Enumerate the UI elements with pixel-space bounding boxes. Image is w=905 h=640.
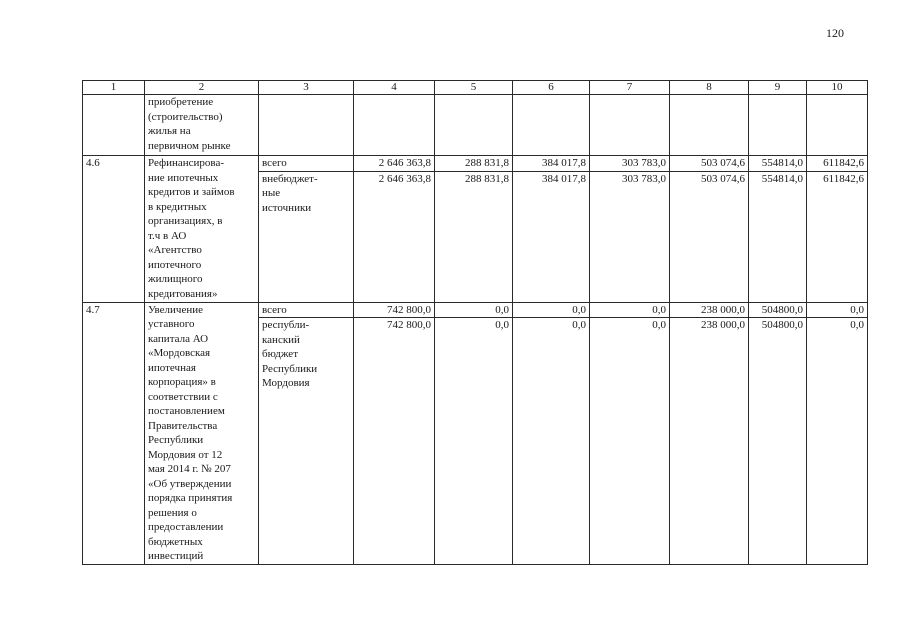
value-cell: 288 831,8	[435, 156, 513, 172]
source-label: республи- канский бюджет Республики Мордовия	[259, 318, 354, 565]
value-cell: 303 783,0	[590, 156, 670, 172]
continuation-title: приобретение (строительство) жилья на первичном рынке	[145, 95, 259, 156]
source-total-label: всего	[259, 156, 354, 172]
col-header-5: 5	[435, 81, 513, 95]
source-label: внебюджет- ные источники	[259, 171, 354, 302]
source-total-label: всего	[259, 302, 354, 318]
value-cell: 0,0	[590, 318, 670, 565]
column-number-row	[83, 81, 868, 95]
value-cell: 0,0	[435, 302, 513, 318]
value-cell: 0,0	[807, 318, 868, 565]
row-id-4-7: 4.7	[83, 302, 145, 565]
table-row	[83, 302, 868, 318]
col-header-3: 3	[259, 81, 354, 95]
row-title-4-6: Рефинансирова- ние ипотечных кредитов и займов в кредитных организациях, в т.ч в АО «Агентство ипотечного жилищного кредитования»	[145, 156, 259, 303]
value-cell: 503 074,6	[670, 171, 749, 302]
continuation-id-cell	[83, 95, 145, 156]
value-cell: 0,0	[513, 302, 590, 318]
col-header-6: 6	[513, 81, 590, 95]
col-header-2: 2	[145, 81, 259, 95]
col-header-8: 8	[670, 81, 749, 95]
value-cell: 238 000,0	[670, 318, 749, 565]
value-cell: 504800,0	[749, 318, 807, 565]
table-row	[83, 156, 868, 172]
value-cell: 503 074,6	[670, 156, 749, 172]
col-header-9: 9	[749, 81, 807, 95]
value-cell: 0,0	[807, 302, 868, 318]
value-cell: 384 017,8	[513, 156, 590, 172]
value-cell: 238 000,0	[670, 302, 749, 318]
value-cell: 2 646 363,8	[354, 156, 435, 172]
value-cell: 0,0	[590, 302, 670, 318]
row-title-4-7: Увеличение уставного капитала АО «Мордовская ипотечная корпорация» в соответствии с постановлением Правительства Республики Мордовия от 12 мая 2014 г. № 207 «Об утверждении порядка принятия решения о предоставлении бюджетных инвестиций	[145, 302, 259, 565]
value-cell: 0,0	[435, 318, 513, 565]
value-cell: 742 800,0	[354, 318, 435, 565]
value-cell: 611842,6	[807, 156, 868, 172]
value-cell: 742 800,0	[354, 302, 435, 318]
col-header-4: 4	[354, 81, 435, 95]
value-cell: 384 017,8	[513, 171, 590, 302]
value-cell: 504800,0	[749, 302, 807, 318]
value-cell: 288 831,8	[435, 171, 513, 302]
row-id-4-6: 4.6	[83, 156, 145, 303]
continuation-row	[83, 95, 868, 156]
value-cell: 611842,6	[807, 171, 868, 302]
col-header-1: 1	[83, 81, 145, 95]
value-cell: 0,0	[513, 318, 590, 565]
value-cell: 554814,0	[749, 171, 807, 302]
budget-table	[82, 80, 868, 565]
col-header-7: 7	[590, 81, 670, 95]
page-number: 120	[826, 26, 844, 40]
value-cell: 2 646 363,8	[354, 171, 435, 302]
value-cell: 554814,0	[749, 156, 807, 172]
col-header-10: 10	[807, 81, 868, 95]
value-cell: 303 783,0	[590, 171, 670, 302]
